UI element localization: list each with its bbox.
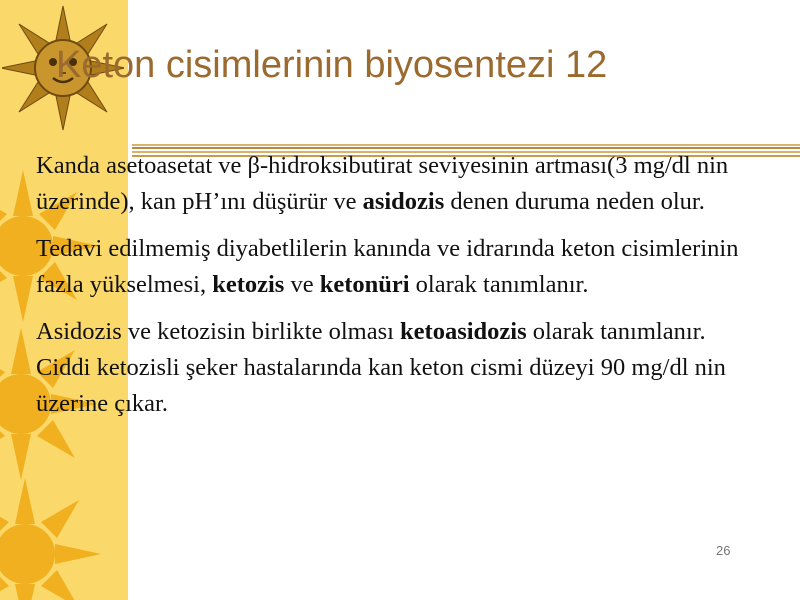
term-ketoasidozis: ketoasidozis xyxy=(400,318,527,345)
text-run: Asidozis ve ketozisin birlikte olması xyxy=(36,318,401,345)
page-number: 26 xyxy=(716,543,731,558)
text-run: olarak tanımlanır. xyxy=(409,271,589,298)
paragraph-ketoacidosis xyxy=(36,314,766,422)
text-run: olarak tanımlanır. Ciddi ketozisli şeker hastalarında kan keton cismi düzeyi 90 mg/dl nin üzerine çıkar. xyxy=(36,318,726,417)
slide-body xyxy=(36,148,766,433)
text-run: Kanda asetoasetat ve β-hidroksibutirat seviyesinin artması(3 mg/dl nin üzerinde), kan pH’ını düşürür ve xyxy=(36,152,729,215)
paragraph-acidosis xyxy=(36,148,766,220)
term-asidozis: asidozis xyxy=(362,188,445,215)
slide-title: Keton cisimlerinin biyosentezi 12 xyxy=(56,44,608,86)
sun-icon xyxy=(0,474,100,600)
paragraph-ketosis xyxy=(36,231,766,303)
term-ketonuri: ketonüri xyxy=(319,271,410,298)
text-run: Tedavi edilmemiş diyabetlilerin kanında ve idrarında keton cisimlerinin fazla yükselmesi, xyxy=(36,235,739,298)
term-ketozis: ketozis xyxy=(212,271,285,298)
text-run: denen duruma neden olur. xyxy=(444,188,705,215)
text-run: ve xyxy=(284,271,320,298)
